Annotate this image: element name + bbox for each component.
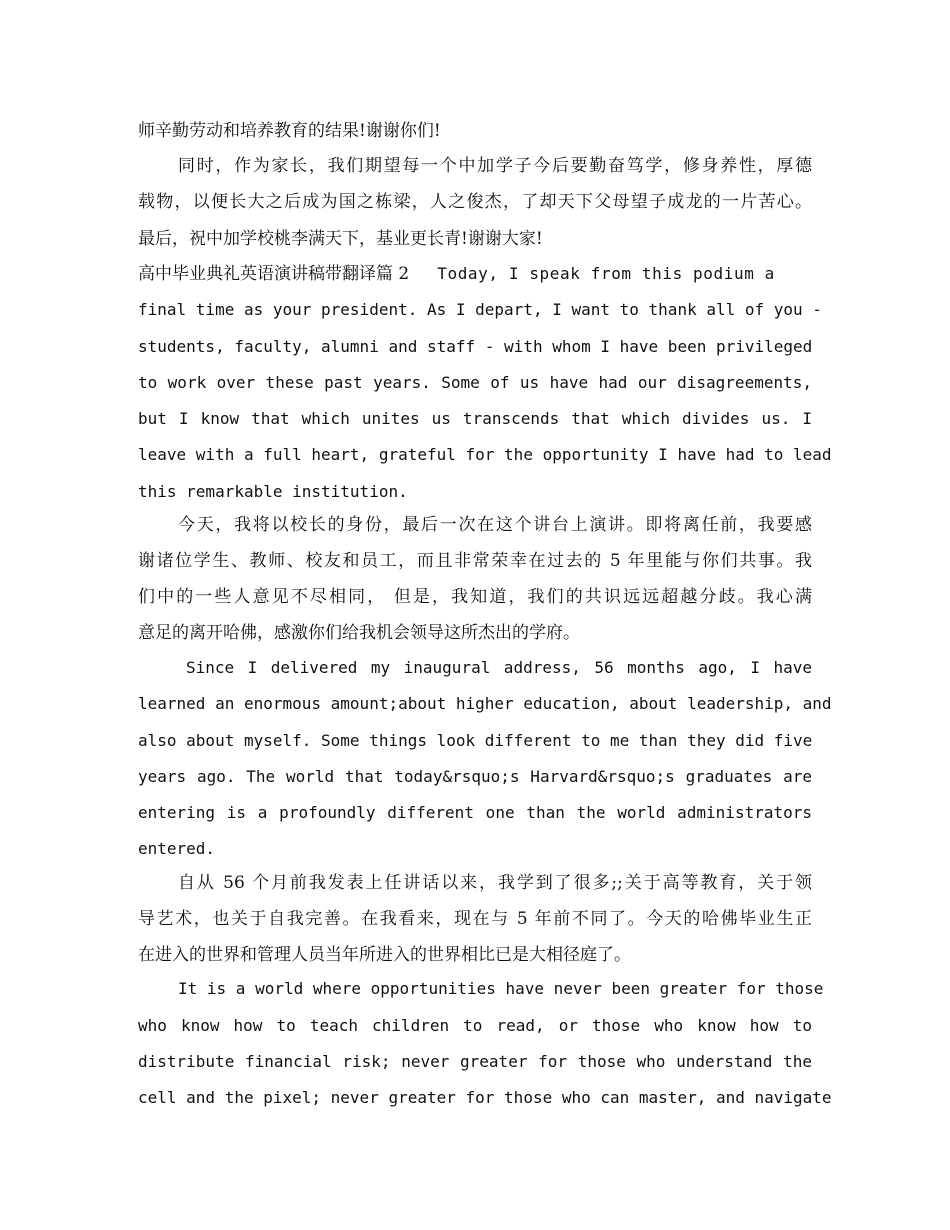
- paragraph-line: but I know that which unites us transcends that which divides us. I: [138, 409, 812, 428]
- paragraph-line: this remarkable institution.: [138, 482, 408, 501]
- paragraph-line: 自从 56 个月前我发表上任讲话以来，我学到了很多;;关于高等教育，关于领: [178, 873, 812, 893]
- paragraph-line: It is a world where opportunities have never been greater for those: [178, 979, 824, 998]
- paragraph-line: 今天，我将以校长的身份，最后一次在这个讲台上演讲。即将离任前，我要感: [178, 515, 812, 535]
- section-heading: 高中毕业典礼英语演讲稿带翻译篇 2: [138, 264, 410, 284]
- paragraph-line: 在进入的世界和管理人员当年所进入的世界相比已是大相径庭了。: [138, 945, 631, 965]
- paragraph-line: 载物，以便长大之后成为国之栋梁，人之俊杰，了却天下父母望子成龙的一片苦心。: [138, 192, 812, 212]
- paragraph-line: also about myself. Some things look different to me than they did five: [138, 731, 813, 750]
- paragraph-line: who know how to teach children to read, or those who know how to: [138, 1016, 812, 1035]
- paragraph-line: students, faculty, alumni and staff - with whom I have been privileged: [138, 337, 813, 356]
- paragraph-line: learned an enormous amount;about higher education, about leadership, and: [138, 694, 832, 713]
- paragraph-line: 意足的离开哈佛，感激你们给我机会领导这所杰出的学府。: [138, 623, 580, 643]
- paragraph-line: 谢诸位学生、教师、校友和员工，而且非常荣幸在过去的 5 年里能与你们共事。我: [138, 551, 812, 571]
- paragraph-line: final time as your president. As I depart, I want to thank all of you -: [138, 300, 822, 319]
- paragraph-line: cell and the pixel; never greater for those who can master, and navigate: [138, 1088, 832, 1107]
- paragraph-line: 最后，祝中加学校桃李满天下，基业更长青!谢谢大家!: [138, 229, 543, 249]
- paragraph-line: to work over these past years. Some of us have had our disagreements,: [138, 373, 812, 392]
- paragraph-line: entering is a profoundly different one than the world administrators: [138, 803, 812, 822]
- paragraph-line: 导艺术，也关于自我完善。在我看来，现在与 5 年前不同了。今天的哈佛毕业生正: [138, 909, 812, 929]
- paragraph-line: 师辛勤劳动和培养教育的结果!谢谢你们!: [138, 121, 441, 141]
- paragraph-line: entered.: [138, 839, 216, 858]
- section-heading-line: [138, 263, 812, 285]
- paragraph-line: years ago. The world that today&rsquo;s Harvard&rsquo;s graduates are: [138, 767, 812, 786]
- paragraph-line: 们中的一些人意见不尽相同， 但是，我知道，我们的共识远远超越分歧。我心满: [138, 587, 812, 607]
- paragraph-line: leave with a full heart, grateful for the opportunity I have had to lead: [138, 445, 832, 464]
- paragraph-line: Since I delivered my inaugural address, 56 months ago, I have: [186, 658, 812, 677]
- paragraph-line: distribute financial risk; never greater for those who understand the: [138, 1052, 812, 1071]
- paragraph-line: 同时，作为家长，我们期望每一个中加学子今后要勤奋笃学，修身养性，厚德: [178, 156, 812, 176]
- paragraph-text: Today, I speak from this podium a: [437, 264, 775, 283]
